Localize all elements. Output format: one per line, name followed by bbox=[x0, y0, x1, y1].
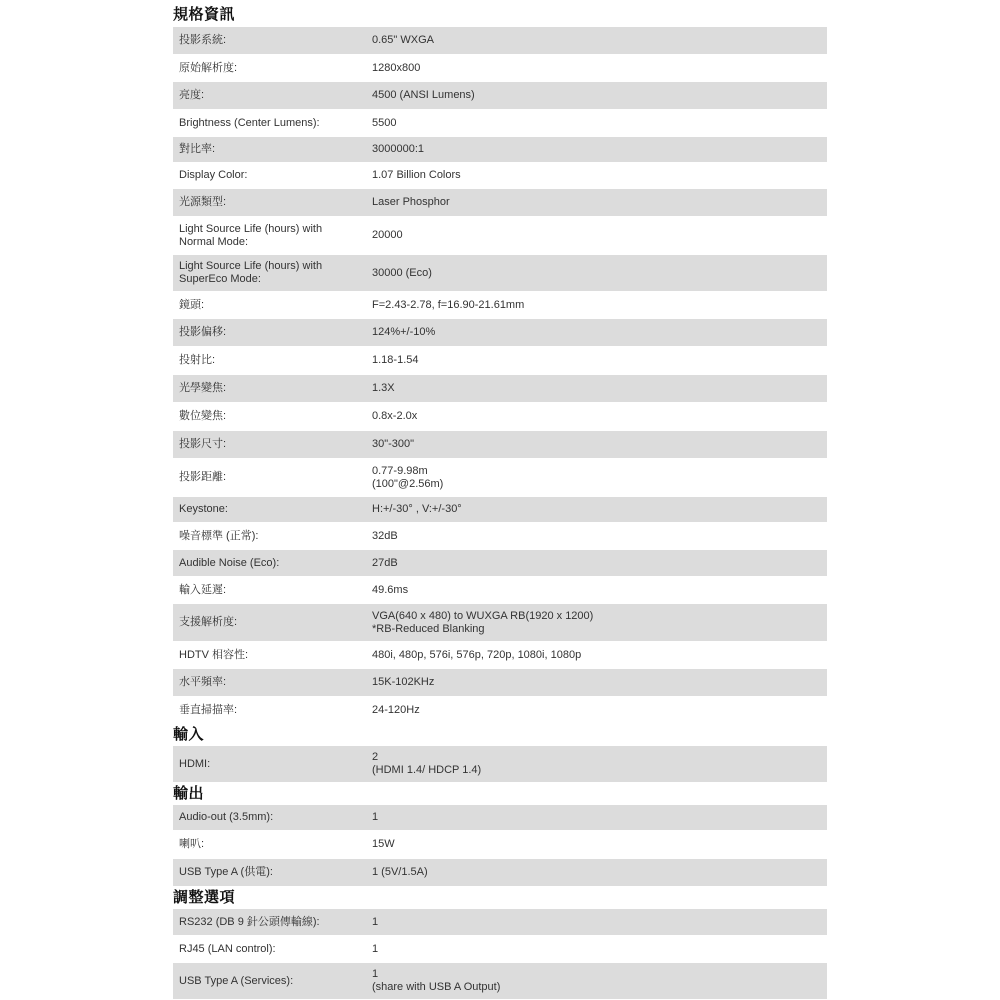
row-value-line: (HDMI 1.4/ HDCP 1.4) bbox=[372, 764, 482, 776]
table-row bbox=[173, 550, 827, 577]
row-label: 亮度: bbox=[179, 89, 205, 101]
row-label: 投影尺寸: bbox=[179, 438, 227, 450]
table-row bbox=[173, 319, 827, 347]
table-row bbox=[173, 255, 827, 292]
row-value: 1280x800 bbox=[372, 61, 421, 74]
row-label: 光學變焦: bbox=[179, 382, 227, 394]
row-value-line: 2 bbox=[372, 751, 379, 763]
row-value-line: VGA(640 x 480) to WUXGA RB(1920 x 1200) bbox=[372, 609, 594, 622]
table-row bbox=[173, 375, 827, 403]
table-row bbox=[173, 403, 827, 431]
row-value bbox=[372, 968, 827, 994]
table-row bbox=[173, 292, 827, 319]
table-row bbox=[173, 497, 827, 523]
row-value: 5500 bbox=[372, 116, 397, 129]
spec-table-control bbox=[173, 909, 827, 1000]
row-label: HDMI: bbox=[179, 757, 211, 770]
row-value: 4500 (ANSI Lumens) bbox=[372, 89, 475, 101]
row-value-line: 0.77-9.98m bbox=[372, 464, 428, 477]
spec-table-input bbox=[173, 746, 827, 783]
row-value bbox=[372, 610, 827, 636]
row-value: 15K-102KHz bbox=[372, 676, 435, 688]
table-row bbox=[173, 110, 827, 137]
row-label: 鏡頭: bbox=[179, 298, 205, 311]
row-value bbox=[372, 751, 827, 777]
row-value-line: *RB-Reduced Blanking bbox=[372, 622, 485, 635]
row-value bbox=[372, 465, 827, 491]
section-title-specs: 規格資訊 bbox=[173, 6, 236, 23]
row-label bbox=[173, 260, 372, 286]
row-value: 1 (5V/1.5A) bbox=[372, 866, 428, 878]
row-label: 支援解析度: bbox=[179, 616, 238, 628]
row-value: 1 bbox=[372, 811, 379, 823]
row-label: 投影系統: bbox=[179, 34, 227, 46]
row-label: Brightness (Center Lumens): bbox=[179, 116, 320, 129]
row-value: H:+/-30° , V:+/-30° bbox=[372, 503, 462, 515]
row-value: 24-120Hz bbox=[372, 703, 420, 716]
row-value-line: 1 bbox=[372, 968, 379, 980]
row-value: 1.07 Billion Colors bbox=[372, 169, 461, 181]
row-label: Display Color: bbox=[179, 169, 248, 181]
row-value: Laser Phosphor bbox=[372, 196, 450, 208]
row-value: 480i, 480p, 576i, 576p, 720p, 1080i, 1080p bbox=[372, 648, 582, 661]
section-title-output: 輸出 bbox=[173, 785, 205, 802]
row-label: 喇叭: bbox=[179, 838, 205, 850]
row-label: RJ45 (LAN control): bbox=[179, 942, 276, 955]
row-value: 30000 (Eco) bbox=[372, 266, 432, 279]
table-row bbox=[173, 604, 827, 642]
row-value-line: (share with USB A Output) bbox=[372, 981, 501, 993]
row-value: 27dB bbox=[372, 556, 398, 569]
table-row bbox=[173, 137, 827, 163]
row-label-line: Light Source Life (hours) with bbox=[179, 222, 323, 235]
table-row bbox=[173, 217, 827, 255]
row-value: 1 bbox=[372, 942, 379, 955]
table-row bbox=[173, 523, 827, 550]
row-label-line: Normal Mode: bbox=[179, 235, 249, 248]
row-label: 光源類型: bbox=[179, 196, 227, 208]
row-label: 數位變焦: bbox=[179, 410, 227, 422]
row-value: 30"-300" bbox=[372, 438, 415, 450]
row-value: 124%+/-10% bbox=[372, 326, 436, 338]
table-row bbox=[173, 746, 827, 783]
row-label: 對比率: bbox=[179, 143, 216, 155]
row-label: 垂直掃描率: bbox=[179, 703, 238, 716]
row-label: USB Type A (Services): bbox=[179, 974, 294, 987]
spec-table-output bbox=[173, 805, 827, 887]
table-row bbox=[173, 347, 827, 375]
row-value: 0.65" WXGA bbox=[372, 34, 434, 46]
table-row bbox=[173, 909, 827, 936]
table-row bbox=[173, 577, 827, 604]
table-row bbox=[173, 163, 827, 189]
row-label: 投影偏移: bbox=[179, 326, 227, 338]
table-row bbox=[173, 55, 827, 82]
row-value: F=2.43-2.78, f=16.90-21.61mm bbox=[372, 298, 525, 311]
row-label: RS232 (DB 9 針公頭傳輸線): bbox=[179, 915, 320, 928]
row-label: 投射比: bbox=[179, 354, 216, 366]
table-row bbox=[173, 831, 827, 859]
row-label: 輸入延遲: bbox=[179, 583, 227, 596]
table-row bbox=[173, 189, 827, 217]
spec-sheet bbox=[173, 0, 827, 1000]
table-row bbox=[173, 963, 827, 1000]
row-label: 水平頻率: bbox=[179, 676, 227, 688]
row-label bbox=[173, 223, 372, 249]
row-value: 15W bbox=[372, 838, 395, 850]
row-label: Keystone: bbox=[179, 503, 228, 515]
row-label: 噪音標準 (正常): bbox=[179, 529, 259, 542]
row-value: 49.6ms bbox=[372, 583, 409, 596]
table-row bbox=[173, 27, 827, 55]
section-title-input: 輸入 bbox=[173, 726, 205, 743]
row-label: USB Type A (供電): bbox=[179, 866, 273, 878]
section-title-control: 調整選項 bbox=[173, 889, 236, 906]
row-value: 1.18-1.54 bbox=[372, 354, 419, 366]
table-row bbox=[173, 859, 827, 887]
row-label: 投影距離: bbox=[179, 471, 227, 483]
table-row bbox=[173, 459, 827, 497]
row-value: 3000000:1 bbox=[372, 143, 424, 155]
table-row bbox=[173, 936, 827, 963]
row-value: 1.3X bbox=[372, 382, 395, 394]
table-row bbox=[173, 642, 827, 669]
row-label-line: SuperEco Mode: bbox=[179, 273, 261, 285]
table-row bbox=[173, 805, 827, 831]
row-label: 原始解析度: bbox=[179, 61, 238, 74]
row-value: 1 bbox=[372, 915, 379, 928]
row-label: Audible Noise (Eco): bbox=[179, 556, 280, 569]
row-value-line: (100"@2.56m) bbox=[372, 477, 444, 490]
table-row bbox=[173, 82, 827, 110]
table-row bbox=[173, 431, 827, 459]
spec-table-specs bbox=[173, 27, 827, 724]
table-row bbox=[173, 697, 827, 724]
row-label: HDTV 相容性: bbox=[179, 648, 249, 661]
row-value: 20000 bbox=[372, 229, 403, 241]
row-value: 32dB bbox=[372, 529, 398, 542]
row-label-line: Light Source Life (hours) with bbox=[179, 260, 323, 272]
table-row bbox=[173, 669, 827, 697]
row-label: Audio-out (3.5mm): bbox=[179, 811, 274, 823]
row-value: 0.8x-2.0x bbox=[372, 410, 418, 422]
